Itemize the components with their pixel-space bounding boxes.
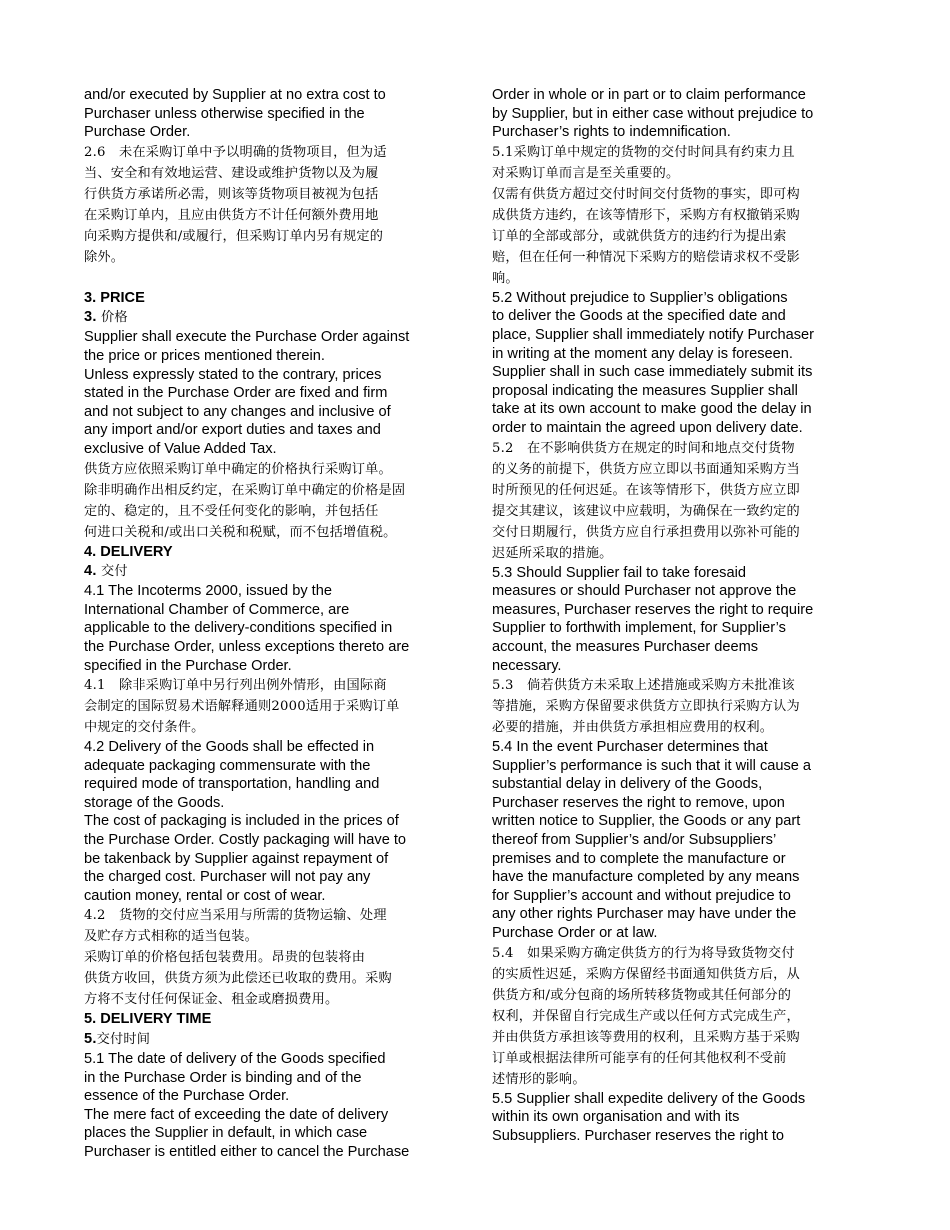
text-line: 提交其建议，该建议中应载明，为确保在一致约定的: [492, 503, 800, 519]
text-line: 仅需有供货方超过交付时间交付货物的事实，即可构: [492, 186, 800, 202]
section-heading: 5. DELIVERY TIME: [84, 1011, 212, 1028]
text-line: in the Purchase Order is binding and of the: [84, 1069, 362, 1086]
text-line: The mere fact of exceeding the date of delivery: [84, 1106, 389, 1123]
text-line: within its own organisation and with its: [492, 1109, 740, 1126]
text-line: 5.1 The date of delivery of the Goods specified: [84, 1051, 386, 1068]
text-line: substantial delay in delivery of the Goods,: [492, 776, 763, 793]
text-line: thereof from Supplier’s and/or Subsuppliers’: [492, 832, 777, 849]
text-line: 供货方应依照采购订单中确定的价格执行采购订单。: [84, 461, 392, 477]
text-line: the Purchase Order. Costly packaging will have to: [84, 832, 407, 849]
text-line: measures or should Purchaser not approve the: [492, 583, 797, 600]
right-text-column: [492, 86, 876, 1145]
text-line: required mode of transportation, handling and: [84, 776, 380, 793]
text-line: proposal indicating the measures Supplier shall: [492, 382, 798, 399]
text-line: 向采购方提供和/或履行，但采购订单内另有规定的: [84, 228, 384, 244]
section-heading: 3. PRICE: [84, 289, 145, 306]
text-line: [84, 307, 480, 328]
left-text-column: [84, 86, 480, 1162]
text-line: 2.6 未在采购订单中予以明确的货物项目，但为适: [84, 144, 387, 160]
text-line: 的义务的前提下，供货方应立即以书面通知采购方当: [492, 461, 800, 477]
text-line: 响。: [492, 270, 519, 286]
text-line: Supplier’s performance is such that it will cause a: [492, 757, 812, 774]
text-line: storage of the Goods.: [84, 794, 225, 811]
text-line: take at its own account to make good the delay in: [492, 401, 812, 418]
text-line: any other rights Purchaser may have under the: [492, 906, 797, 923]
text-line: 采购订单的价格包括包装费用。昂贵的包装将由: [84, 950, 366, 966]
text-line: 除非明确作出相反约定，在采购订单中确定的价格是固: [84, 482, 406, 498]
text-line: 权利，并保留自行完成生产或以任何方式完成生产，: [492, 1008, 800, 1024]
text-line: the charged cost. Purchaser will not pay any: [84, 869, 371, 886]
text-line: [84, 561, 480, 582]
text-line: 会制定的国际贸易术语解释通则2000适用于采购订单: [84, 699, 400, 715]
text-line: 成供货方违约，在该等情形下，采购方有权撤销采购: [492, 207, 800, 223]
text-line: Supplier to forthwith implement, for Supplier’s: [492, 620, 786, 637]
text-line: Purchaser unless otherwise specified in the: [84, 105, 365, 122]
text-line: Subsuppliers. Purchaser reserves the right to: [492, 1127, 785, 1144]
text-line: Purchaser is entitled either to cancel the Purchase: [84, 1144, 410, 1160]
text-line: account, the measures Purchaser deems: [492, 638, 759, 655]
text-line: be takenback by Supplier against repayment of: [84, 850, 389, 867]
text-line: 中规定的交付条件。: [84, 720, 205, 736]
section-heading: 4. DELIVERY: [84, 543, 173, 560]
text-line: the Purchase Order, unless exceptions thereto are: [84, 638, 410, 655]
text-line: 等措施，采购方保留要求供货方立即执行采购方认为: [492, 699, 800, 715]
section-number: 5.: [84, 1031, 97, 1048]
text-line: and/or executed by Supplier at no extra cost to: [84, 87, 386, 103]
text-line: for Supplier’s account and without prejudice to: [492, 887, 791, 904]
section-heading-zh: 交付时间: [96, 1032, 151, 1048]
section-heading-zh: 价格: [96, 310, 128, 326]
text-line: Order in whole or in part or to claim performance: [492, 87, 806, 103]
text-line: 5.4 如果采购方确定供货方的行为将导致货物交付: [492, 945, 795, 961]
text-line: 订单或根据法律所可能享有的任何其他权利不受前: [492, 1050, 787, 1066]
paragraph-gap: [84, 268, 480, 289]
text-line: and not subject to any changes and inclusive of: [84, 403, 391, 420]
text-line: 时所预见的任何迟延。在该等情形下，供货方应立即: [492, 482, 800, 498]
text-line: 5.3 Should Supplier fail to take foresaid: [492, 564, 746, 581]
text-line: 5.5 Supplier shall expedite delivery of the Goods: [492, 1090, 806, 1107]
text-line: place, Supplier shall immediately notify Purchaser: [492, 326, 815, 343]
text-line: 4.1 The Incoterms 2000, issued by the: [84, 583, 332, 600]
text-line: 5.4 In the event Purchaser determines that: [492, 739, 768, 756]
text-line: 在采购订单内，且应由供货方不计任何额外费用地: [84, 207, 379, 223]
text-line: 5.2 在不影响供货方在规定的时间和地点交付货物: [492, 440, 795, 456]
text-line: premises and to complete the manufacture or: [492, 850, 786, 867]
text-line: Supplier shall execute the Purchase Order against: [84, 329, 410, 346]
text-line: The cost of packaging is included in the prices of: [84, 813, 399, 830]
text-line: 必要的措施，并由供货方承担相应费用的权利。: [492, 720, 774, 736]
text-line: necessary.: [492, 657, 562, 674]
text-line: applicable to the delivery-conditions specified in: [84, 620, 393, 637]
text-line: Supplier shall in such case immediately submit its: [492, 364, 813, 381]
text-line: 并由供货方承担该等费用的权利，且采购方基于采购: [492, 1029, 800, 1045]
text-line: 赔，但在任何一种情况下采购方的赔偿请求权不受影: [492, 249, 800, 265]
text-line: measures, Purchaser reserves the right to require: [492, 601, 814, 618]
text-line: 5.1采购订单中规定的货物的交付时间具有约束力且: [492, 144, 795, 160]
text-line: 当、安全和有效地运营、建设或维护货物以及为履: [84, 165, 379, 181]
text-line: 5.2 Without prejudice to Supplier’s obligations: [492, 289, 788, 306]
text-line: the price or prices mentioned therein.: [84, 347, 325, 364]
section-number: 3.: [84, 309, 97, 326]
section-heading-zh: 交付: [96, 564, 128, 580]
text-line: written notice to Supplier, the Goods or any part: [492, 813, 801, 830]
text-line: 述情形的影响。: [492, 1071, 586, 1087]
text-line: 对采购订单而言是至关重要的。: [492, 165, 680, 181]
section-number: 4.: [84, 563, 97, 580]
text-line: specified in the Purchase Order.: [84, 657, 292, 674]
text-line: 订单的全部或部分，或就供货方的违约行为提出索: [492, 228, 787, 244]
text-line: adequate packaging commensurate with the: [84, 757, 371, 774]
text-line: by Supplier, but in either case without prejudice to: [492, 105, 814, 122]
text-line: exclusive of Value Added Tax.: [84, 440, 277, 457]
text-line: caution money, rental or cost of wear.: [84, 887, 326, 904]
text-line: 4.2 货物的交付应当采用与所需的货物运输、处理: [84, 908, 387, 924]
text-line: 行供货方承诺所必需，则该等货物项目被视为包括: [84, 186, 379, 202]
text-line: Purchase Order or at law.: [492, 925, 658, 942]
text-line: 4.1 除非采购订单中另行列出例外情形，由国际商: [84, 678, 387, 694]
text-line: Unless expressly stated to the contrary, prices: [84, 366, 382, 383]
text-line: 供货方和/或分包商的场所转移货物或其任何部分的: [492, 987, 792, 1003]
text-line: order to maintain the agreed upon delivery date.: [492, 419, 803, 436]
text-line: Purchase Order.: [84, 124, 191, 141]
text-line: to deliver the Goods at the specified date and: [492, 308, 786, 325]
text-line: 定的、稳定的，且不受任何变化的影响，并包括任: [84, 503, 379, 519]
text-line: have the manufacture completed by any means: [492, 869, 800, 886]
text-line: 除外。: [84, 249, 125, 265]
text-line: essence of the Purchase Order.: [84, 1088, 290, 1105]
text-line: 的实质性迟延，采购方保留经书面通知供货方后，从: [492, 966, 800, 982]
text-line: 5.3 倘若供货方未采取上述措施或采购方未批准该: [492, 678, 795, 694]
text-line: 供货方收回，供货方须为此偿还已收取的费用。采购: [84, 971, 392, 987]
text-line: Purchaser reserves the right to remove, upon: [492, 794, 785, 811]
text-line: places the Supplier in default, in which case: [84, 1125, 368, 1142]
text-line: any import and/or export duties and taxes and: [84, 422, 381, 439]
text-line: 交付日期履行，供货方应自行承担费用以弥补可能的: [492, 524, 800, 540]
text-line: [84, 1029, 480, 1050]
text-line: 及贮存方式相称的适当包装。: [84, 929, 259, 945]
text-line: International Chamber of Commerce, are: [84, 601, 350, 618]
text-line: in writing at the moment any delay is foreseen.: [492, 345, 793, 362]
text-line: 何进口关税和/或出口关税和税赋，而不包括增值税。: [84, 524, 397, 540]
text-line: 迟延所采取的措施。: [492, 545, 613, 561]
text-line: Purchaser’s rights to indemnification.: [492, 124, 731, 141]
text-line: stated in the Purchase Order are fixed and firm: [84, 385, 388, 402]
text-line: 4.2 Delivery of the Goods shall be effected in: [84, 739, 375, 756]
text-line: 方将不支付任何保证金、租金或磨损费用。: [84, 992, 339, 1008]
